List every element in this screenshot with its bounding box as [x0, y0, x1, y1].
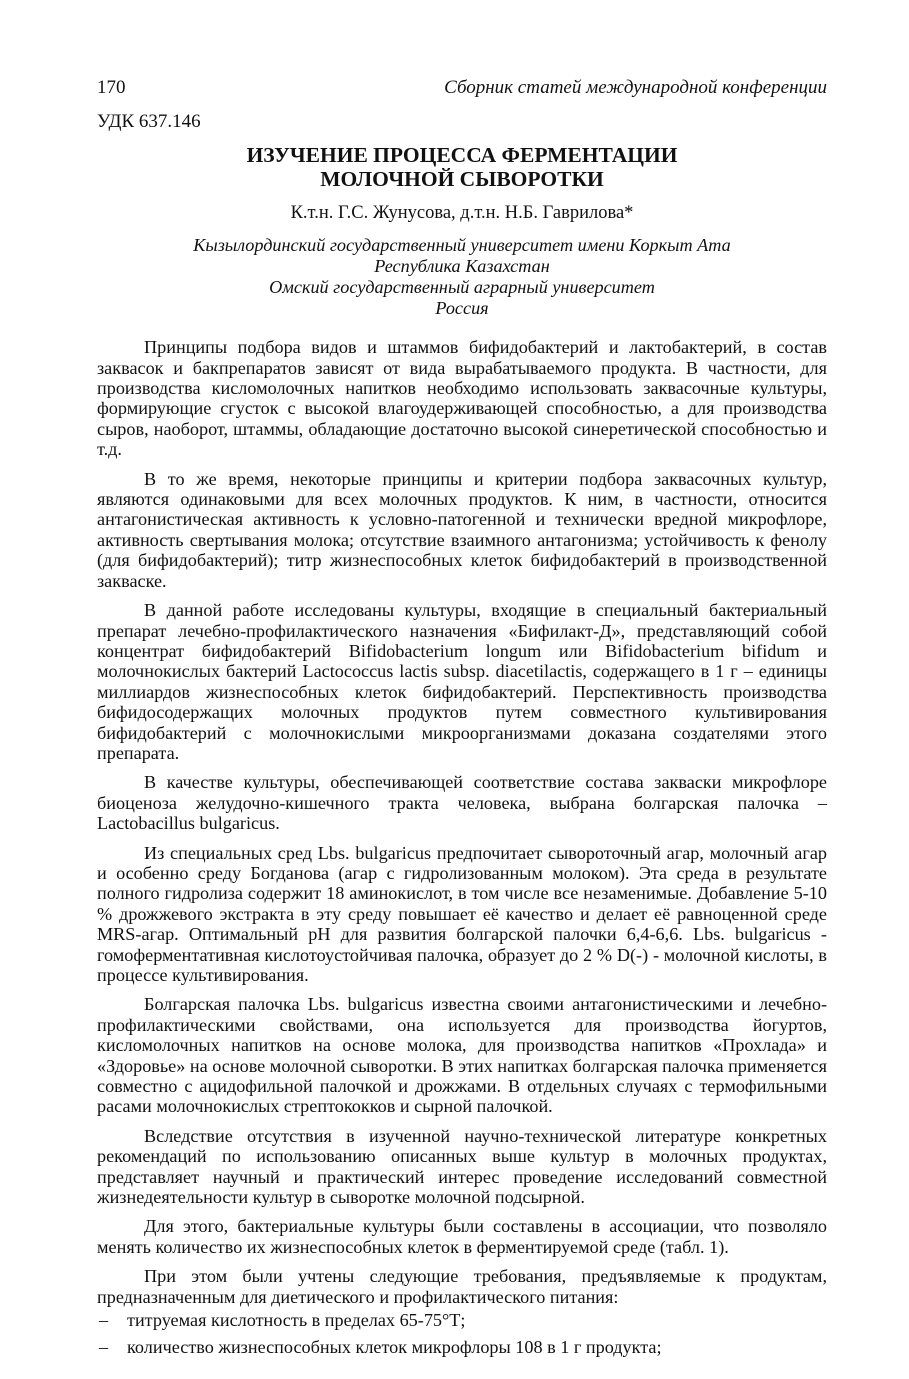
title-line-2: МОЛОЧНОЙ СЫВОРОТКИ: [320, 166, 604, 191]
affiliations: [97, 235, 827, 319]
udc-code: УДК 637.146: [97, 111, 201, 133]
requirement-text: количество жизнеспособных клеток микрофлоры 108 в 1 г продукта;: [127, 1336, 662, 1357]
paragraph: Для этого, бактериальные культуры были составлены в ассоциации, что позволяло менять количество их жизнеспособных клеток в ферментируемой среде (табл. 1).: [97, 1216, 827, 1257]
authors: К.т.н. Г.С. Жунусова, д.т.н. Н.Б. Гаврилова*: [290, 202, 634, 223]
requirements-list: [97, 1310, 827, 1357]
paragraph: При этом были учтены следующие требования, предъявляемые к продуктам, предназначенным для диетического и профилактического питания:: [97, 1266, 827, 1307]
affiliation-line: Россия: [435, 298, 489, 319]
page-number: 170: [97, 77, 126, 98]
paragraph: В то же время, некоторые принципы и критерии подбора заквасочных культур, являются одинаковыми для всех молочных продуктов. К ним, в частности, относится антагонистическая активность к условно-патогенной и технически вредной микрофлоре, активность свертывания молока; отсутствие взаимного антагонизма; устойчивость к фенолу (для бифидобактерий); титр жизнеспособных клеток бифидобактерий в производственной закваске.: [97, 468, 827, 591]
paragraph: В данной работе исследованы культуры, входящие в специальный бактериальный препарат лечебно-профилактического назначения «Бифилакт-Д», представляющий собой концентрат бифидобактерий Bifidobacterium longum или Bifidobacterium bifidum и молочнокислых бактерий Lactococcus lactis subsp. diacetilactis, содержащего в 1 г – единицы миллиардов жизнеспособных клеток бифидобактерий. Перспективность производства бифидосодержащих молочных продуктов путем совместного культивирования бифидобактерий с молочнокислыми микроорганизмами доказана создателями этого препарата.: [97, 600, 827, 763]
requirement-text: титруемая кислотность в пределах 65-75°Т;: [127, 1310, 466, 1331]
list-dash: –: [99, 1336, 109, 1357]
paragraph: Принципы подбора видов и штаммов бифидобактерий и лактобактерий, в состав заквасок и бакпрепаратов зависят от вида вырабатываемого продукта. В частности, для производства кисломолочных напитков необходимо использовать заквасочные культуры, формирующие сгусток с высокой влагоудерживающей способностью, а для производства сыров, наоборот, штаммы, обладающие достаточно высокой синеретической способностью и т.д.: [97, 337, 827, 460]
paragraph: Болгарская палочка Lbs. bulgaricus известна своими антагонистическими и лечебно-профилактическими свойствами, она используется для производства йогуртов, кисломолочных напитков на основе молока, для производства напитков «Прохлада» и «Здоровье» на основе молочной сыворотки. В этих напитках болгарская палочка применяется совместно с ацидофильной палочкой и дрожжами. В отдельных случаях с термофильными расами молочнокислых стрептококков и сырной палочкой.: [97, 994, 827, 1117]
title-line-1: ИЗУЧЕНИЕ ПРОЦЕССА ФЕРМЕНТАЦИИ: [246, 142, 678, 167]
paragraph: Из специальных сред Lbs. bulgaricus предпочитает сывороточный агар, молочный агар и особенно среду Богданова (агар с гидролизованным молоком). Эта среда в результате полного гидролиза содержит 18 аминокислот, в том числе все незаменимые. Добавление 5-10 % дрожжевого экстракта в эту среду повышает её качество и делает её равноценной среде MRS-агар. Оптимальный рН для развития болгарской палочки 6,4-6,6. Lbs. bulgaricus - гомоферментативная кислотоустойчивая палочка, образует до 2 % D(-) - молочной кислоты, в процессе культивирования.: [97, 842, 827, 985]
affiliation-line: Омский государственный аграрный университет: [269, 277, 655, 298]
list-item: [97, 1337, 827, 1357]
affiliation-line: Республика Казахстан: [374, 256, 550, 277]
paragraph: Вследствие отсутствия в изученной научно-технической литературе конкретных рекомендаций по использованию описанных выше культур в молочных продуктах, представляет научный и практический интерес проведение исследований совместной жизнедеятельности культур в сыворотке молочной подсырной.: [97, 1125, 827, 1208]
list-item: [97, 1310, 827, 1330]
list-dash: –: [99, 1310, 109, 1331]
running-header: [97, 78, 827, 98]
paragraph: В качестве культуры, обеспечивающей соответствие состава закваски микрофлоре биоценоза желудочно-кишечного тракта человека, выбрана болгарская палочка – Lactobacillus bulgaricus.: [97, 772, 827, 834]
journal-title: Сборник статей международной конференции: [444, 77, 827, 98]
article-title: [97, 143, 827, 191]
affiliation-line: Кызылординский государственный университет имени Коркыт Ата: [193, 235, 731, 256]
article-body: [97, 337, 827, 1357]
